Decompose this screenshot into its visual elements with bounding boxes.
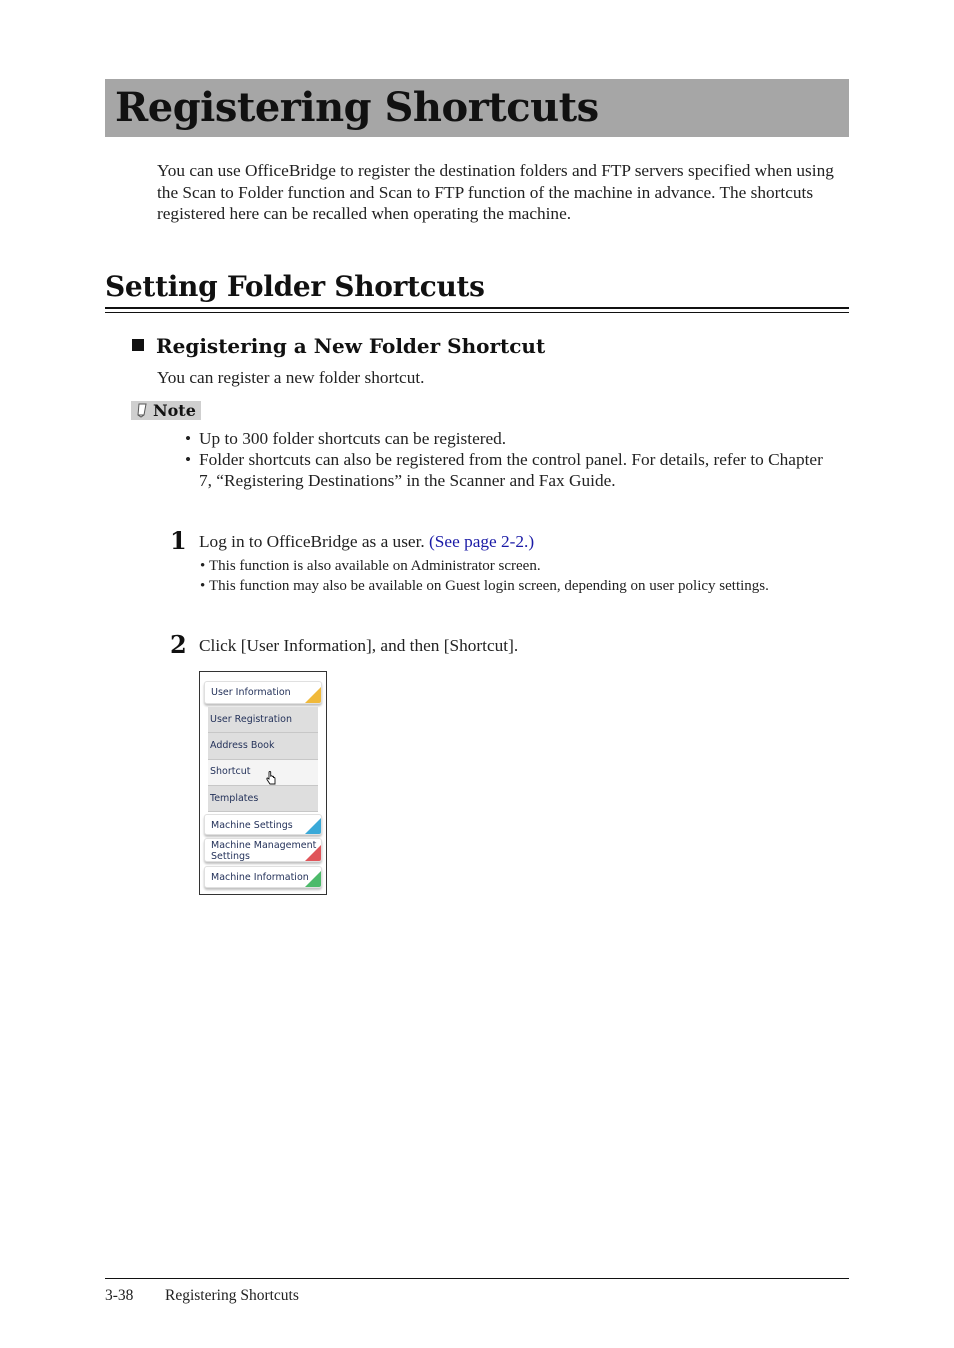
section-divider	[105, 307, 849, 309]
subsection-title: Registering a New Folder Shortcut	[156, 334, 546, 358]
note-list	[185, 428, 835, 491]
step-1-text	[199, 531, 534, 553]
red-corner-icon	[303, 845, 321, 861]
section-divider-thin	[105, 312, 849, 313]
footer-title: Registering Shortcuts	[165, 1287, 299, 1304]
green-corner-icon	[303, 871, 321, 887]
square-bullet-icon	[132, 339, 144, 351]
footer-page-number: 3-38	[105, 1287, 134, 1304]
chapter-title: Registering Shortcuts	[115, 84, 599, 131]
see-page-link[interactable]: (See page 2-2.)	[429, 532, 535, 551]
yellow-corner-icon	[303, 687, 321, 703]
menu-machine-information[interactable]: Machine Information	[204, 866, 322, 888]
step-2-text: Click [User Information], and then [Shortcut].	[199, 636, 519, 655]
menu-user-registration[interactable]: User Registration	[208, 707, 318, 733]
step-2-number: 2	[170, 630, 187, 659]
note-item: • Up to 300 folder shortcuts can be registered.	[185, 428, 835, 449]
pencil-icon	[136, 403, 148, 418]
menu-machine-settings[interactable]: Machine Settings	[204, 814, 322, 835]
menu-screenshot	[199, 671, 327, 895]
step-1-note: • This function may also be available on Guest login screen, depending on user policy settings.	[200, 577, 769, 597]
subsection-description: You can register a new folder shortcut.	[157, 368, 425, 387]
intro-paragraph: You can use OfficeBridge to register the destination folders and FTP servers specified when using the Scan to Folder function and Scan to FTP function of the machine in advance. The shortcuts registered here can be recalled when operating the machine.	[157, 161, 834, 223]
footer-divider	[105, 1278, 849, 1279]
step-1-number: 1	[170, 526, 187, 555]
step-1-note: • This function is also available on Administrator screen.	[200, 557, 769, 577]
step-1-instruction: Log in to OfficeBridge as a user.	[199, 532, 430, 551]
hand-pointer-icon	[266, 771, 276, 785]
blue-corner-icon	[303, 818, 321, 834]
note-item: • Folder shortcuts can also be registered from the control panel. For details, refer to Chapter 7, “Registering Destinations” in the Scanner and Fax Guide.	[185, 449, 835, 491]
note-label	[131, 401, 201, 420]
menu-templates[interactable]: Templates	[208, 786, 318, 812]
menu-address-book[interactable]: Address Book	[208, 733, 318, 760]
subsection-heading	[132, 333, 545, 359]
note-label-text: Note	[153, 401, 196, 420]
menu-machine-management-settings[interactable]: Machine Management Settings	[204, 838, 322, 862]
menu-user-information[interactable]: User Information	[204, 681, 322, 704]
section-title: Setting Folder Shortcuts	[105, 270, 485, 303]
chapter-banner	[105, 79, 849, 137]
step-1-notes	[200, 557, 769, 596]
menu-shortcut[interactable]: Shortcut	[208, 760, 318, 786]
